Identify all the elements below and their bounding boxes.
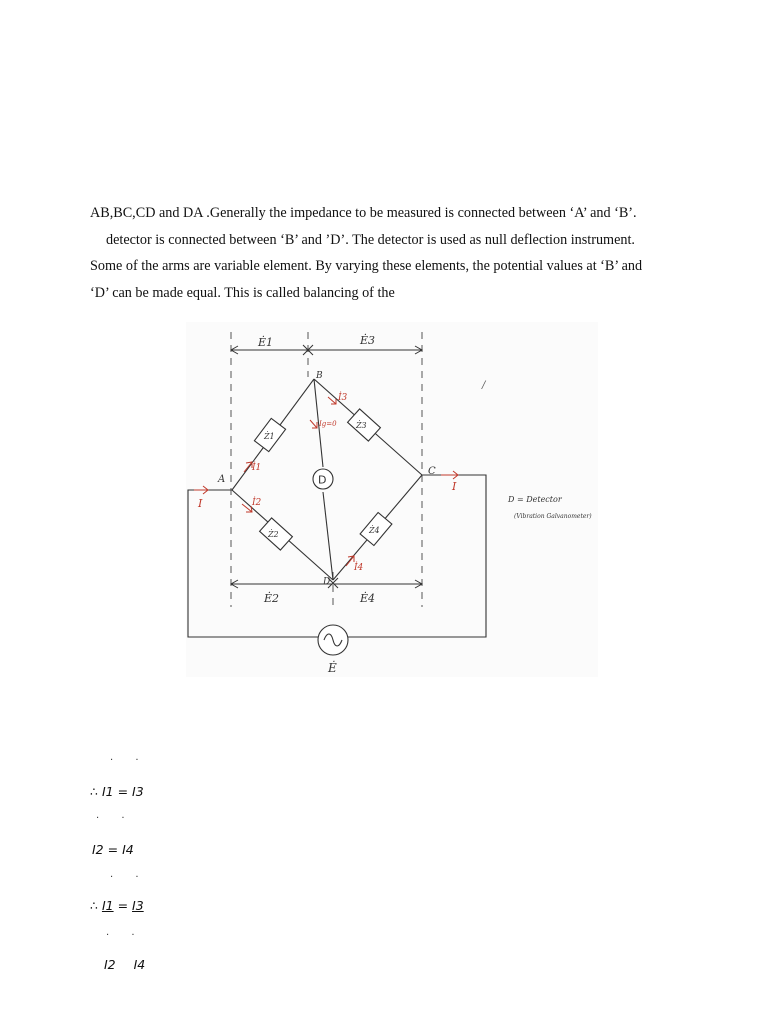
current-ig: Ig=0 [319,420,337,428]
legend-detector: D = Detector [508,495,562,504]
detector-letter: D [318,473,327,487]
label-z2: Ż2 [268,530,279,539]
eq2-equals: = [107,842,119,857]
overdot-row-4: · · [106,930,135,941]
equation-1 [90,784,144,799]
stray-mark: / [482,380,486,391]
legend-galvanometer: (Vibration Galvanometer) [514,513,592,520]
equation-3-numerator [90,898,144,913]
node-a: A [218,474,226,485]
current-i2: İ2 [252,498,262,508]
eq3-den-left: I2 [104,957,116,972]
paragraph-line-1: AB,BC,CD and DA .Generally the impedance to be measured is connected between ‘A’ and ‘B’. [90,205,637,221]
eq3-num-left: I1 [101,898,114,913]
equation-2 [92,842,134,857]
eq3-num-right: I3 [132,898,144,913]
current-i1: İ1 [252,463,262,473]
body-paragraph [90,200,690,306]
circuit-diagram [186,322,598,677]
paragraph-line-4: ‘D’ can be made equal. This is called balancing of the [90,284,395,301]
eq1-rhs: I3 [132,784,144,799]
node-c: C [428,466,436,477]
bridge-circuit-figure [186,322,598,677]
paragraph-line-2: detector is connected between ‘B’ and ’D’. The detector is used as null deflection instrument. [106,231,635,248]
paragraph-line-3: Some of the arms are variable element. By varying these elements, the potential values at ‘B’ and [90,258,643,274]
equation-3-denominator [104,957,145,972]
label-e1: Ė1 [258,336,274,349]
eq2-lhs: I2 [92,842,104,857]
overdot-row-3: · · [110,872,139,883]
overdot-row-2: · · [96,813,125,824]
node-b: B [316,371,323,381]
label-z3: Ż3 [356,421,367,430]
label-source-e: Ė [328,661,337,675]
current-i3: İ3 [338,393,348,403]
eq1-therefore: ∴ [90,784,98,799]
eq2-rhs: I4 [122,842,134,857]
current-i-left: I [198,497,203,510]
label-e2: Ė2 [264,592,280,605]
label-e3: Ė3 [360,334,376,347]
current-i4: İ4 [354,563,364,573]
eq3-therefore: ∴ [90,898,98,913]
current-i-right: I [452,480,457,493]
node-d: D [323,577,331,587]
eq1-lhs: I1 [101,784,114,799]
eq3-den-right: I4 [133,957,146,972]
eq3-equals: = [117,898,129,913]
overdot-row-1: · · [110,755,139,766]
label-e4: Ė4 [360,592,376,605]
label-z4: Ż4 [369,526,380,535]
label-z1: Ż1 [264,432,275,441]
eq1-equals: = [117,784,129,799]
